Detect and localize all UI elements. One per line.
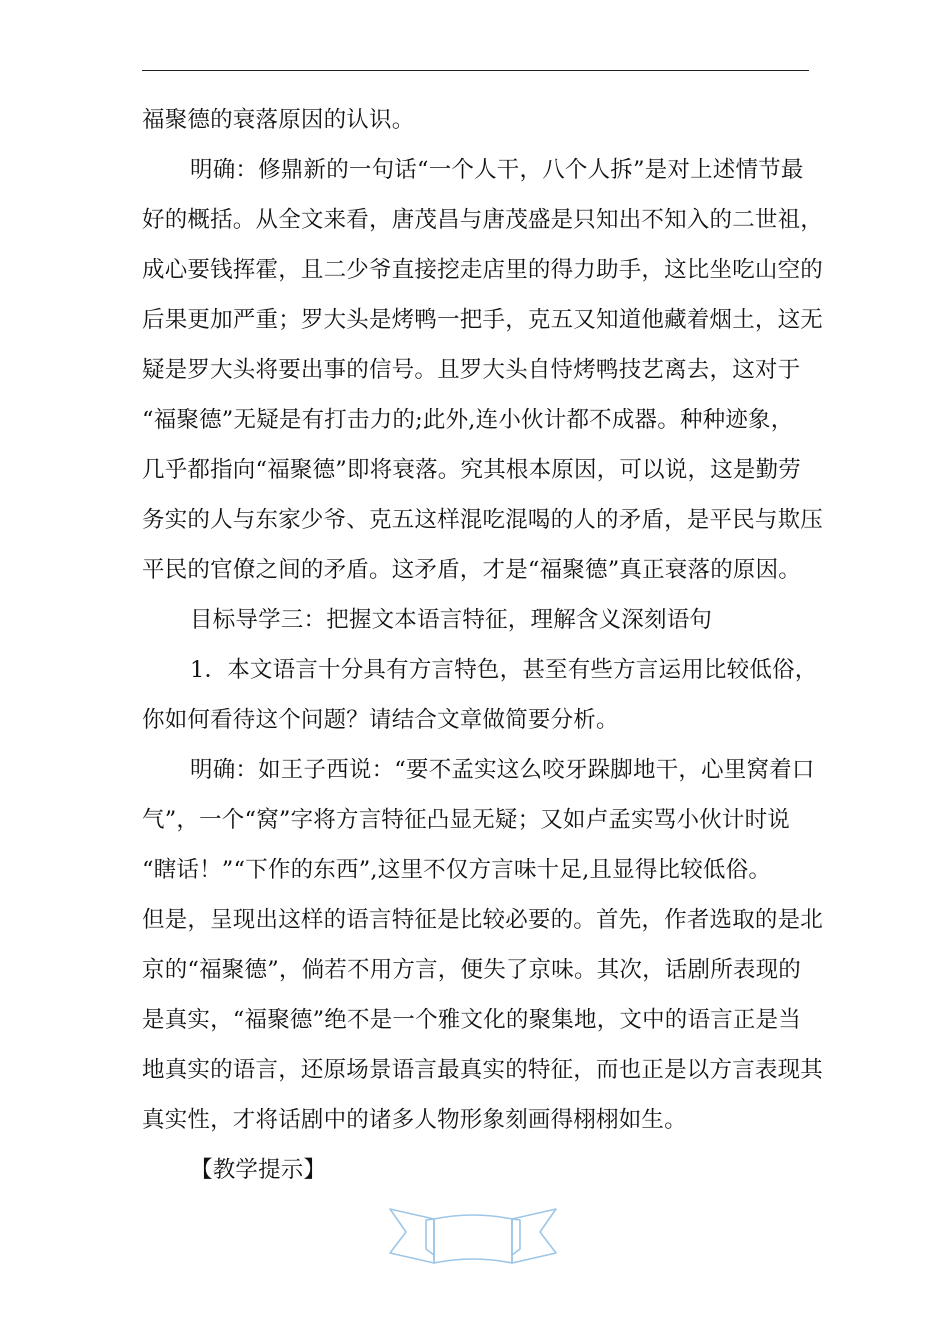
text-line: 福聚德的衰落原因的认识。 — [142, 107, 415, 133]
text-line: 气”，一个“窝”字将方言特征凸显无疑；又如卢孟实骂小伙计时说 — [142, 807, 791, 833]
text-line: 务实的人与东家少爷、克五这样混吃混喝的人的矛盾，是平民与欺压 — [142, 507, 824, 533]
text-line: 京的“福聚德”，倘若不用方言，便失了京味。其次，话剧所表现的 — [142, 957, 802, 983]
text-line: 成心要钱挥霍，且二少爷直接挖走店里的得力助手，这比坐吃山空的 — [142, 257, 824, 283]
header-rule — [142, 70, 809, 71]
text-line: 真实性，才将话剧中的诸多人物形象刻画得栩栩如生。 — [142, 1107, 687, 1133]
question-line: 你如何看待这个问题？请结合文章做简要分析。 — [142, 707, 619, 733]
question-line: 1．本文语言十分具有方言特色，甚至有些方言运用比较低俗， — [190, 657, 818, 683]
text-line: 明确：如王子西说：“要不孟实这么咬牙跺脚地干，心里窝着口 — [190, 757, 815, 783]
ribbon-banner-icon — [388, 1205, 558, 1280]
text-line: 好的概括。从全文来看，唐茂昌与唐茂盛是只知出不知入的二世祖， — [142, 207, 824, 233]
text-line: 疑是罗大头将要出事的信号。且罗大头自恃烤鸭技艺离去，这对于 — [142, 357, 801, 383]
text-line: 明确：修鼎新的一句话“一个人干，八个人拆”是对上述情节最 — [190, 157, 804, 183]
text-line: 平民的官僚之间的矛盾。这矛盾，才是“福聚德”真正衰落的原因。 — [142, 557, 802, 583]
text-line: 地真实的语言，还原场景语言最真实的特征，而也正是以方言表现其 — [142, 1057, 824, 1083]
text-line: “瞎话！”“下作的东西”,这里不仅方言味十足,且显得比较低俗。 — [142, 857, 772, 883]
text-line: 后果更加严重；罗大头是烤鸭一把手，克五又知道他藏着烟土，这无 — [142, 307, 824, 333]
text-line: 几乎都指向“福聚德”即将衰落。究其根本原因，可以说，这是勤劳 — [142, 457, 802, 483]
text-line: “福聚德”无疑是有打击力的;此外,连小伙计都不成器。种种迹象， — [142, 407, 794, 433]
text-line: 但是，呈现出这样的语言特征是比较必要的。首先，作者选取的是北 — [142, 907, 824, 933]
text-line: 是真实，“福聚德”绝不是一个雅文化的聚集地，文中的语言正是当 — [142, 1007, 802, 1033]
teaching-tip-heading: 【教学提示】 — [190, 1157, 327, 1183]
section-heading: 目标导学三：把握文本语言特征，理解含义深刻语句 — [190, 607, 713, 633]
